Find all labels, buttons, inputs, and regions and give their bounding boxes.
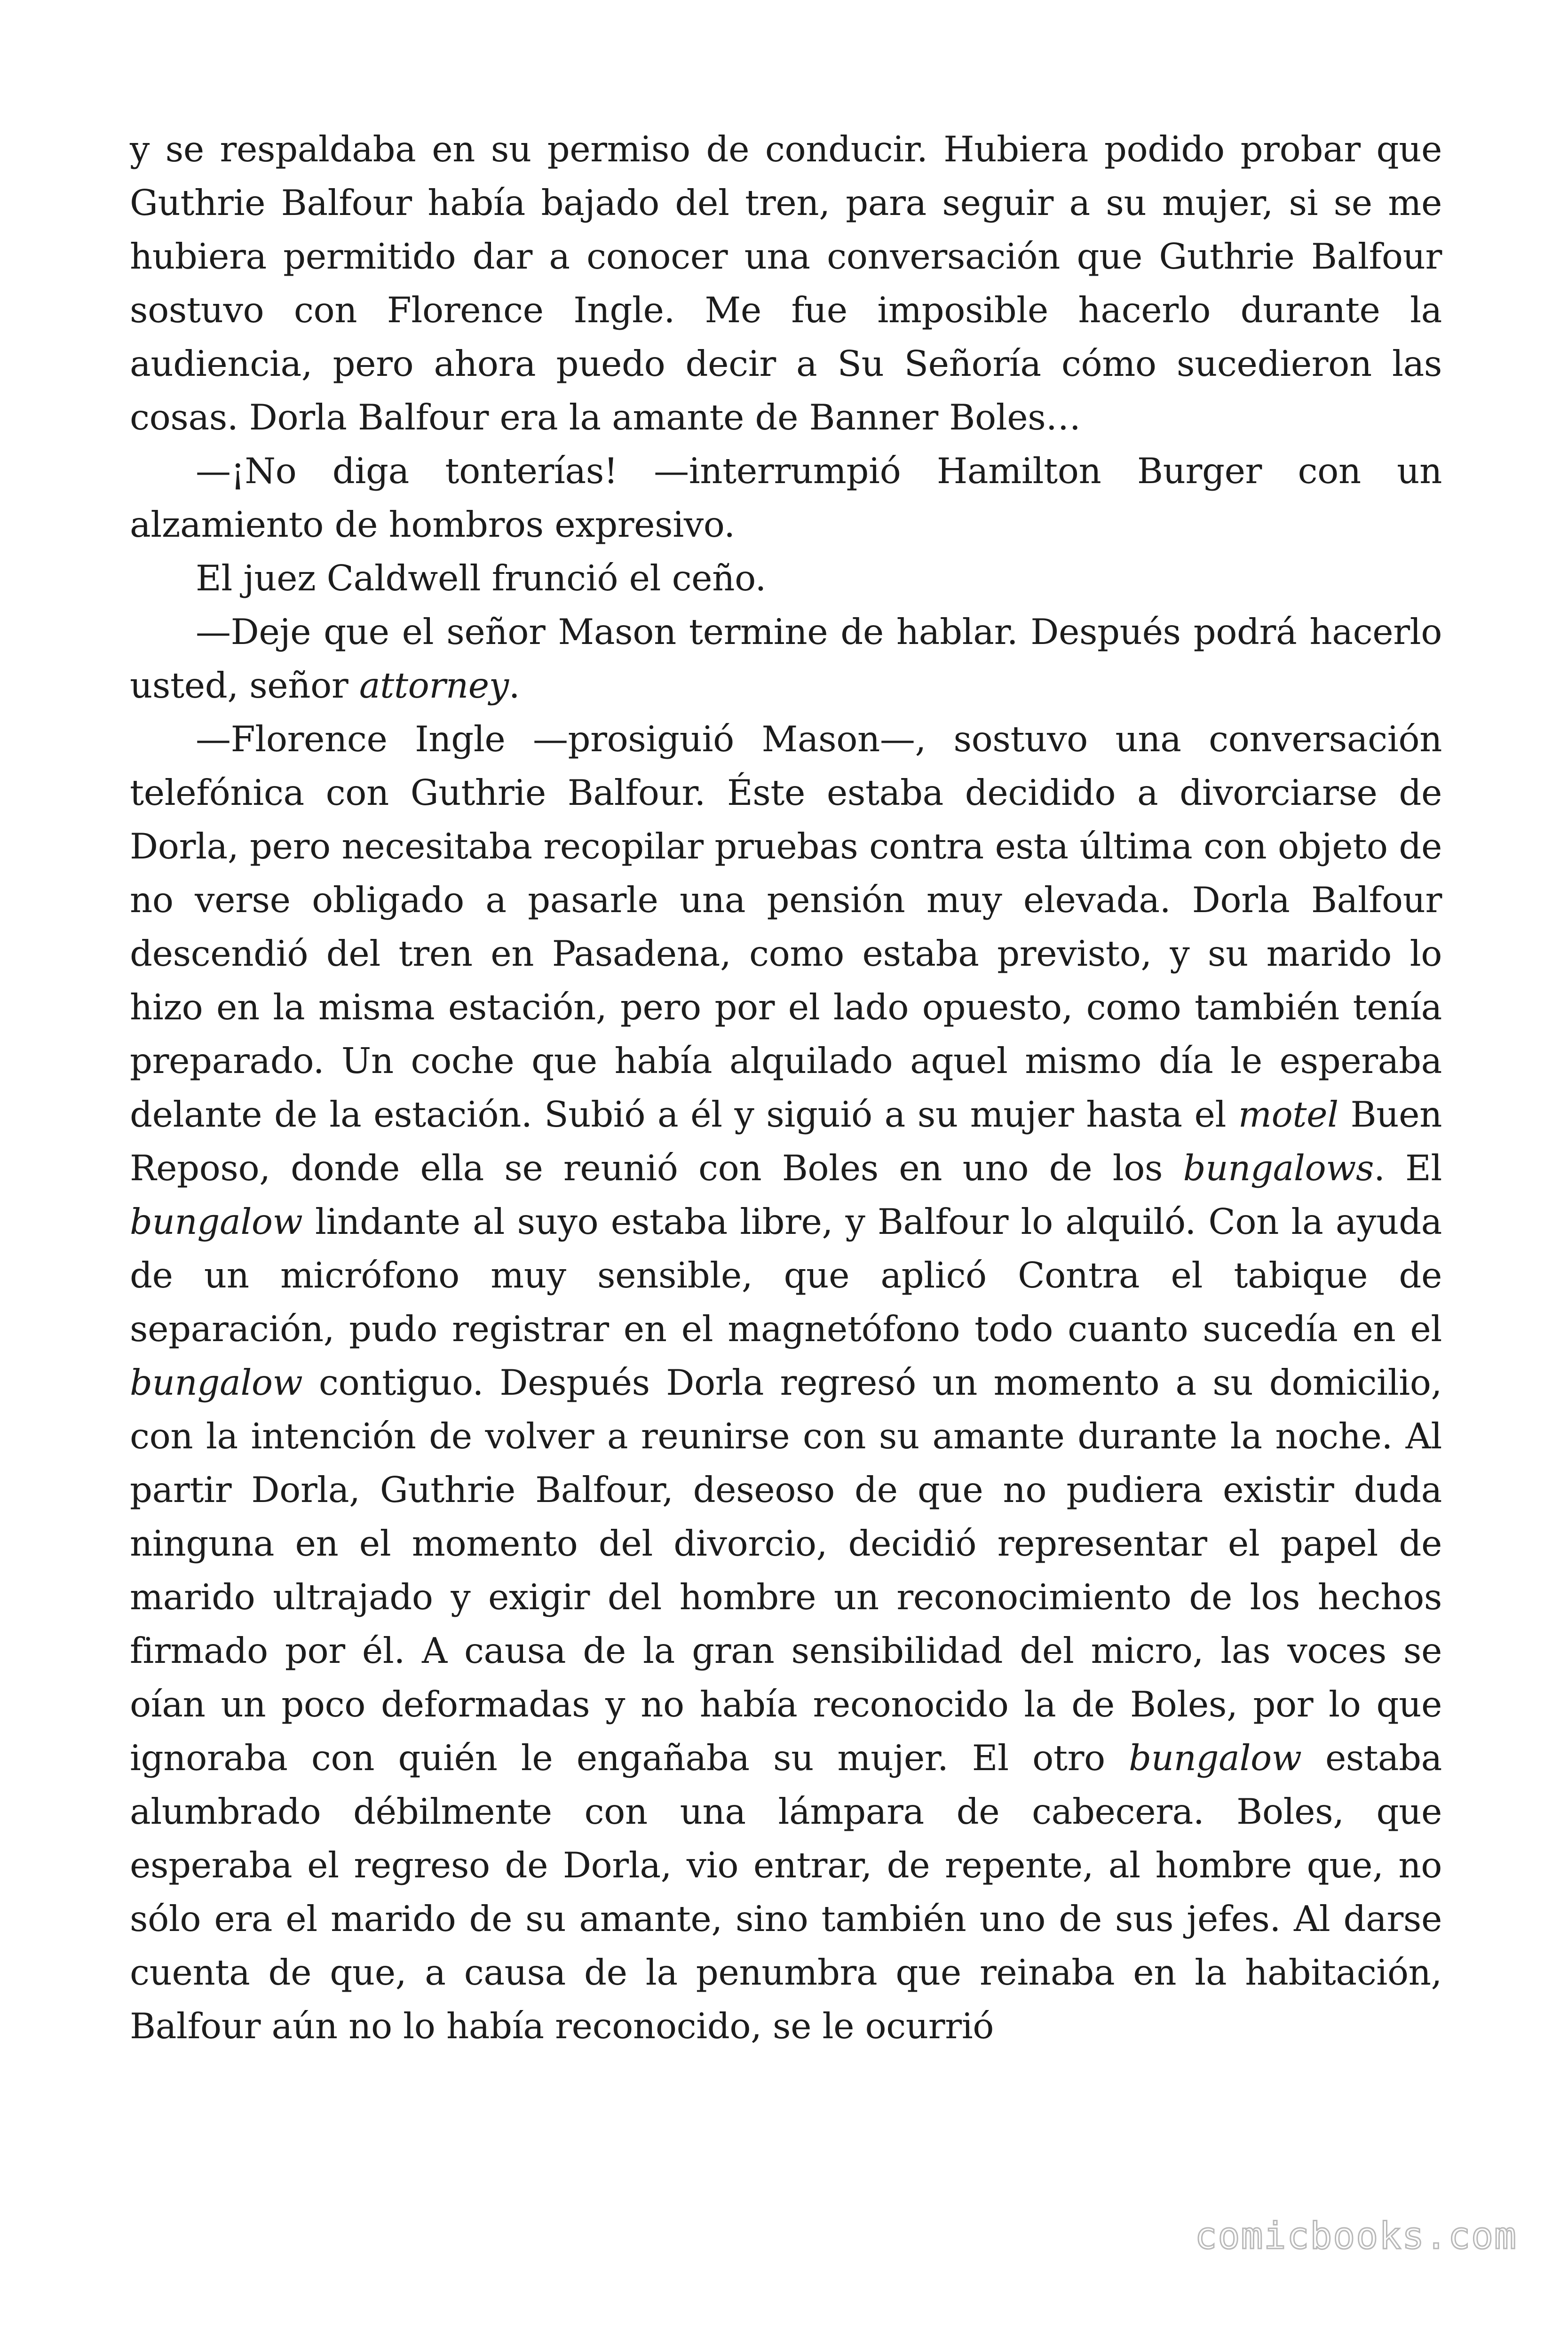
italic-text: bungalow [1129,1737,1302,1779]
text-run: —Florence Ingle —prosiguió Mason—, sostuvo una conversación telefónica con Guthrie Balfour. Éste estaba decidido a divorciarse de Dorla, pero necesitaba recopilar pruebas contra esta última con objeto de no verse obligado a pasarle una pensión muy elevada. Dorla Balfour descendió del tren en Pasadena, como estaba previsto, y su marido lo hizo en la misma estación, pero por el lado opuesto, como también tenía preparado. Un coche que había alquilado aquel mismo día le esperaba delante de la estación. Subió a él y siguió a su mujer hasta el [130,718,1442,1135]
page-text-body [130,122,1442,2053]
italic-text: bungalow [130,1201,303,1242]
text-run: y se respaldaba en su permiso de conducir. Hubiera podido probar que Guthrie Balfour había bajado del tren, para seguir a su mujer, si se me hubiera permitido dar a conocer una conversación que Guthrie Balfour sostuvo con Florence Ingle. Me fue imposible hacerlo durante la audiencia, pero ahora puedo decir a Su Señoría cómo sucedieron las cosas. Dorla Balfour era la amante de Banner Boles… [130,128,1442,438]
book-page [130,122,1442,2211]
italic-text: motel [1238,1094,1338,1135]
text-run: lindante al suyo estaba libre, y Balfour lo alquiló. Con la ayuda de un micrófono muy sensible, que aplicó Contra el tabique de separación, pudo registrar en el magnetófono todo cuanto sucedía en el [130,1201,1442,1350]
text-run: contiguo. Después Dorla regresó un momento a su domicilio, con la intención de volver a reunirse con su amante durante la noche. Al partir Dorla, Guthrie Balfour, deseoso de que no pudiera existir duda ninguna en el momento del divorcio, decidió representar el papel de marido ultrajado y exigir del hombre un reconocimiento de los hechos firmado por él. A causa de la gran sensibilidad del micro, las voces se oían un poco deformadas y no había reconocido la de Boles, por lo que ignoraba con quién le engañaba su mujer. El otro [130,1362,1442,1779]
paragraph [130,551,1442,605]
text-run: El juez Caldwell frunció el ceño. [196,557,766,599]
watermark-logo: comicbooks.com [1195,2215,1517,2257]
text-run: Buen Reposo, donde ella se reunió con Boles en uno de los [130,1094,1442,1189]
text-run: . [508,665,520,706]
italic-text: bungalows [1183,1147,1374,1189]
italic-text: attorney [359,665,509,706]
paragraph [130,444,1442,551]
paragraph [130,605,1442,712]
text-run: . El [1374,1147,1442,1189]
paragraph [130,712,1442,2053]
paragraph [130,122,1442,444]
text-run: —¡No diga tonterías! —interrumpió Hamilton Burger con un alzamiento de hombros expresivo. [130,450,1442,545]
italic-text: bungalow [130,1362,303,1403]
text-run: —Deje que el señor Mason termine de hablar. Después podrá hacerlo usted, señor [130,611,1442,706]
text-run: estaba alumbrado débilmente con una lámpara de cabecera. Boles, que esperaba el regreso de Dorla, vio entrar, de repente, al hombre que, no sólo era el marido de su amante, sino también uno de sus jefes. Al darse cuenta de que, a causa de la penumbra que reinaba en la habitación, Balfour aún no lo había reconocido, se le ocurrió [130,1737,1442,2047]
